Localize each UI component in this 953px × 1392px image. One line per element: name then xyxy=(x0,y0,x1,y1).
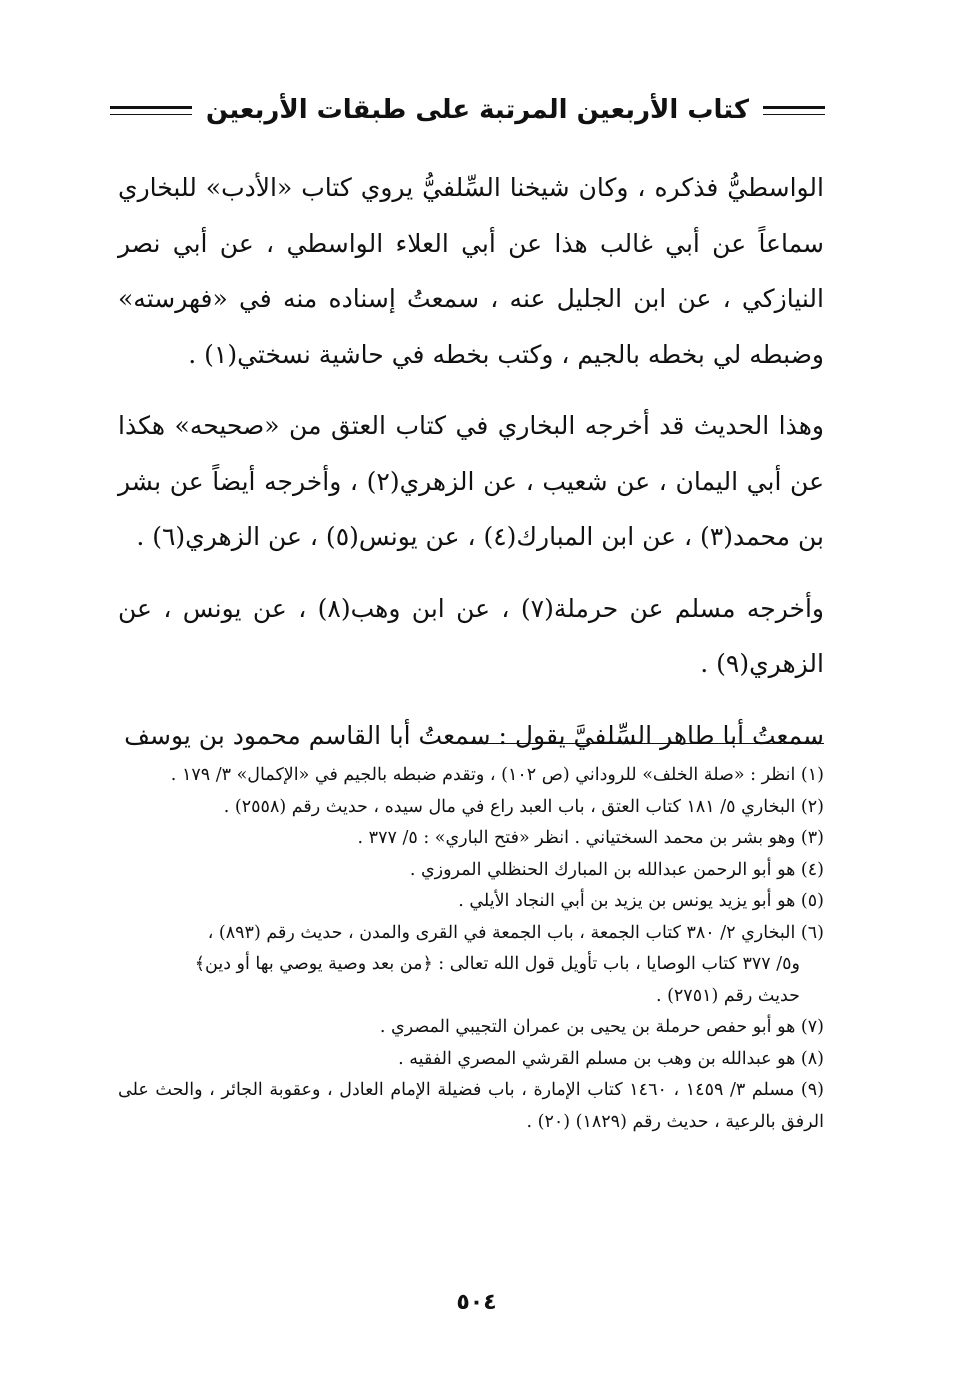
footnote: (٨) هو عبدالله بن وهب بن مسلم القرشي المصري الفقيه . xyxy=(398,1048,824,1069)
footnote-continuation: و٥/ ٣٧٧ كتاب الوصايا ، باب تأويل قول الله تعالى : ﴿من بعد وصية يوصي بها أو دين﴾ xyxy=(194,954,800,974)
paragraph: وأخرجه مسلم عن حرملة(٧) ، عن ابن وهب(٨) ، عن يونس ، عن الزهري(٩) . xyxy=(118,593,824,678)
paragraph: وهذا الحديث قد أخرجه البخاري في كتاب العتق من «صحيحه» هكذا عن أبي اليمان ، عن شعيب ، عن الزهري(٢) ، وأخرجه أيضاً عن بشر بن محمد(٣) ، عن ابن المبارك(٤) ، عن يونس(٥) ، عن الزهري(٦) . xyxy=(118,411,824,551)
running-header xyxy=(110,88,825,132)
page-number: ٥٠٤ xyxy=(456,1290,497,1315)
header-title: كتاب الأربعين المرتبة على طبقات الأربعين xyxy=(205,95,749,125)
footnote-continuation: حديث رقم (٢٧٥١) . xyxy=(655,985,800,1006)
header-rule-right xyxy=(763,106,825,115)
header-rule-left xyxy=(110,106,192,115)
footnote: (٩) مسلم ٣/ ١٤٥٩ ، ١٤٦٠ كتاب الإمارة ، باب فضيلة الإمام العادل ، وعقوبة الجائر ، والحث على الرفق بالرعية ، حديث رقم (١٨٢٩) (٢٠) . xyxy=(118,1080,824,1132)
paragraph: الواسطيُّ فذكره ، وكان شيخنا السِّلفيُّ يروي كتاب «الأدب» للبخاري سماعاً عن أبي غالب هذا عن أبي العلاء الواسطي ، عن أبي نصر النيازكي ، عن ابن الجليل عنه ، سمعتُ إسناده منه في «فهرسته» وضبطه لي بخطه بالجيم ، وكتب بخطه في حاشية نسختي(١) . xyxy=(118,173,824,369)
footnote: (٣) وهو بشر بن محمد السختياني . انظر «فتح الباري» : ٥/ ٣٧٧ . xyxy=(357,828,824,848)
footnote: (٧) هو أبو حفص حرملة بن يحيى بن عمران التجيبي المصري . xyxy=(379,1017,824,1037)
footnote: (٤) هو أبو الرحمن عبدالله بن المبارك الحنظلي المروزي . xyxy=(409,859,824,880)
footnote: (٥) هو أبو يزيد يونس بن يزيد بن أبي النجاد الأيلي . xyxy=(458,891,824,911)
footnotes xyxy=(118,760,824,1138)
footnote: (١) انظر : «صلة الخلف» للروداني (ص ١٠٢) ، وتقدم ضبطه بالجيم في «الإكمال» ٣/ ١٧٩ . xyxy=(170,765,824,785)
footnote: (٢) البخاري ٥/ ١٨١ كتاب العتق ، باب العبد راع في مال سيده ، حديث رقم (٢٥٥٨) . xyxy=(223,796,824,817)
footnote-separator xyxy=(462,743,824,744)
paragraph: سمعتُ أبا طاهر السِّلفيَّ يقول : سمعتُ أبا القاسم محمود بن يوسف xyxy=(124,720,824,750)
footnote: (٦) البخاري ٢/ ٣٨٠ كتاب الجمعة ، باب الجمعة في القرى والمدن ، حديث رقم (٨٩٣) ، xyxy=(207,922,824,943)
main-text xyxy=(118,160,824,763)
